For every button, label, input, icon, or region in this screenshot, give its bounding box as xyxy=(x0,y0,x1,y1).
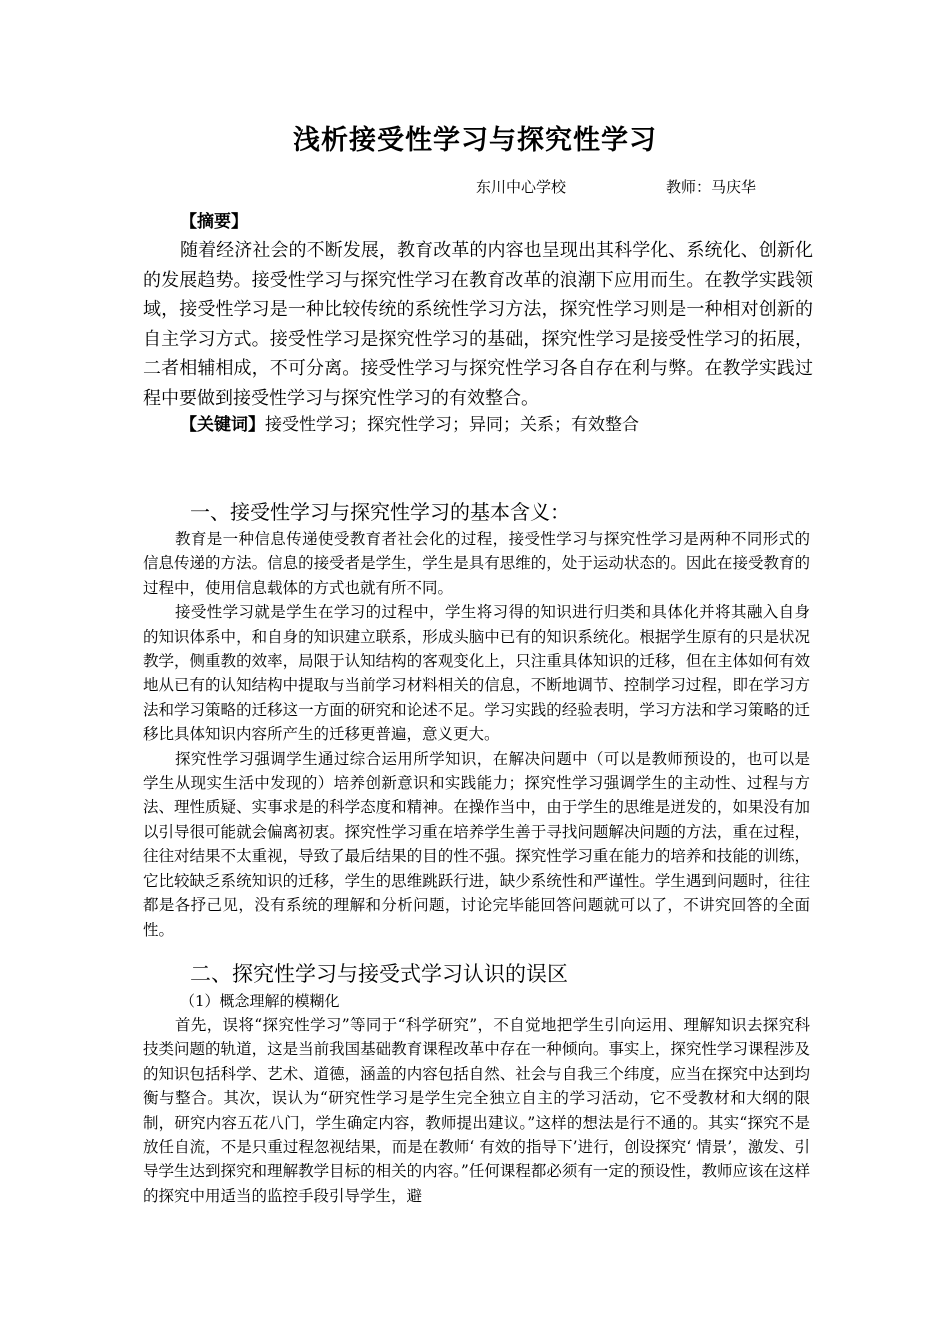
keywords-label: 【关键词】 xyxy=(180,415,265,435)
section-2-paragraph: 首先，误将“探究性学习”等同于“科学研究”，不自觉地把学生引向运用、理解知识去探究科技类问题的轨道，这是当前我国基础教育课程改革中存在一种倾向。事实上，探究性学习课程涉及的知识包括科学、艺术、道德，涵盖的内容包括自然、社会与自我三个纬度，应当在探究中达到均衡与整合。其次，误认为“研究性学习是学生完全独立自主的学习活动，它不受教材和大纲的限制，研究内容五花八门，学生确定内容，教师提出建议。”这样的想法是行不通的。其实“探究不是放任自流，不是只重过程忽视结果，而是在教师‘ 有效的指导下’进行，创设探究‘ 情景’，激发、引导学生达到探究和理解教学目标的相关的内容。”任何课程都必须有一定的预设性，教师应该在这样的探究中用适当的监控手段引导学生，避 xyxy=(143,1016,810,1205)
document-title: 浅析接受性学习与探究性学习 xyxy=(293,125,657,156)
section-2-body xyxy=(143,1013,810,1208)
abstract-text: 随着经济社会的不断发展，教育改革的内容也呈现出其科学化、系统化、创新化的发展趋势。接受性学习与探究性学习在教育改革的浪潮下应用而生。在教学实践领域，接受性学习是一种比较传统的系统性学习方法，探究性学习则是一种相对创新的自主学习方式。接受性学习是探究性学习的基础，探究性学习是接受性学习的拓展，二者相辅相成，不可分离。接受性学习与探究性学习各自存在利与弊。在教学实践过程中要做到接受性学习与探究性学习的有效整合。 xyxy=(143,240,813,409)
abstract-heading: 【摘要】 xyxy=(180,212,248,232)
section-2-heading: 二、探究性学习与接受式学习认识的误区 xyxy=(190,962,568,986)
section-1-body xyxy=(143,527,810,942)
school-name: 东川中心学校 xyxy=(476,178,567,196)
section-2-subheading: （1）概念理解的模糊化 xyxy=(180,992,340,1010)
byline xyxy=(476,176,756,197)
section-1-paragraph: 探究性学习强调学生通过综合运用所学知识，在解决问题中（可以是教师预设的，也可以是学生从现实生活中发现的）培养创新意识和实践能力；探究性学习强调学生的主动性、过程与方法、理性质疑、实事求是的科学态度和精神。在操作当中，由于学生的思维是迸发的，如果没有加以引导很可能就会偏离初衷。探究性学习重在培养学生善于寻找问题解决问题的方法，重在过程，往往对结果不太重视，导致了最后结果的目的性不强。探究性学习重在能力的培养和技能的训练，它比较缺乏系统知识的迁移，学生的思维跳跃行进，缺少系统性和严谨性。学生遇到问题时，往往都是各抒己见，没有系统的理解和分析问题，讨论完毕能回答问题就可以了，不讲究回答的全面性。 xyxy=(143,749,810,939)
teacher-name: 教师：马庆华 xyxy=(666,178,757,196)
keywords-text: 接受性学习；探究性学习；异同；关系；有效整合 xyxy=(265,415,639,435)
section-1-heading: 一、接受性学习与探究性学习的基本含义： xyxy=(190,500,570,524)
section-1-paragraph: 接受性学习就是学生在学习的过程中，学生将习得的知识进行归类和具体化并将其融入自身的知识体系中，和自身的知识建立联系，形成头脑中已有的知识系统化。根据学生原有的只是状况教学，侧重教的效率，局限于认知结构的客观变化上，只注重具体知识的迁移，但在主体如何有效地从已有的认知结构中提取与当前学习材料相关的信息，不断地调节、控制学习过程，即在学习方法和学习策略的迁移这一方面的研究和论述不足。学习实践的经验表明，学习方法和学习策略的迁移比具体知识内容所产生的迁移更普遍，意义更大。 xyxy=(143,603,810,744)
section-1-paragraph: 教育是一种信息传递使受教育者社会化的过程，接受性学习与探究性学习是两种不同形式的信息传递的方法。信息的接受者是学生，学生是具有思维的，处于运动状态的。因此在接受教育的过程中，使用信息载体的方式也就有所不同。 xyxy=(143,530,810,597)
keywords-line xyxy=(180,410,639,435)
